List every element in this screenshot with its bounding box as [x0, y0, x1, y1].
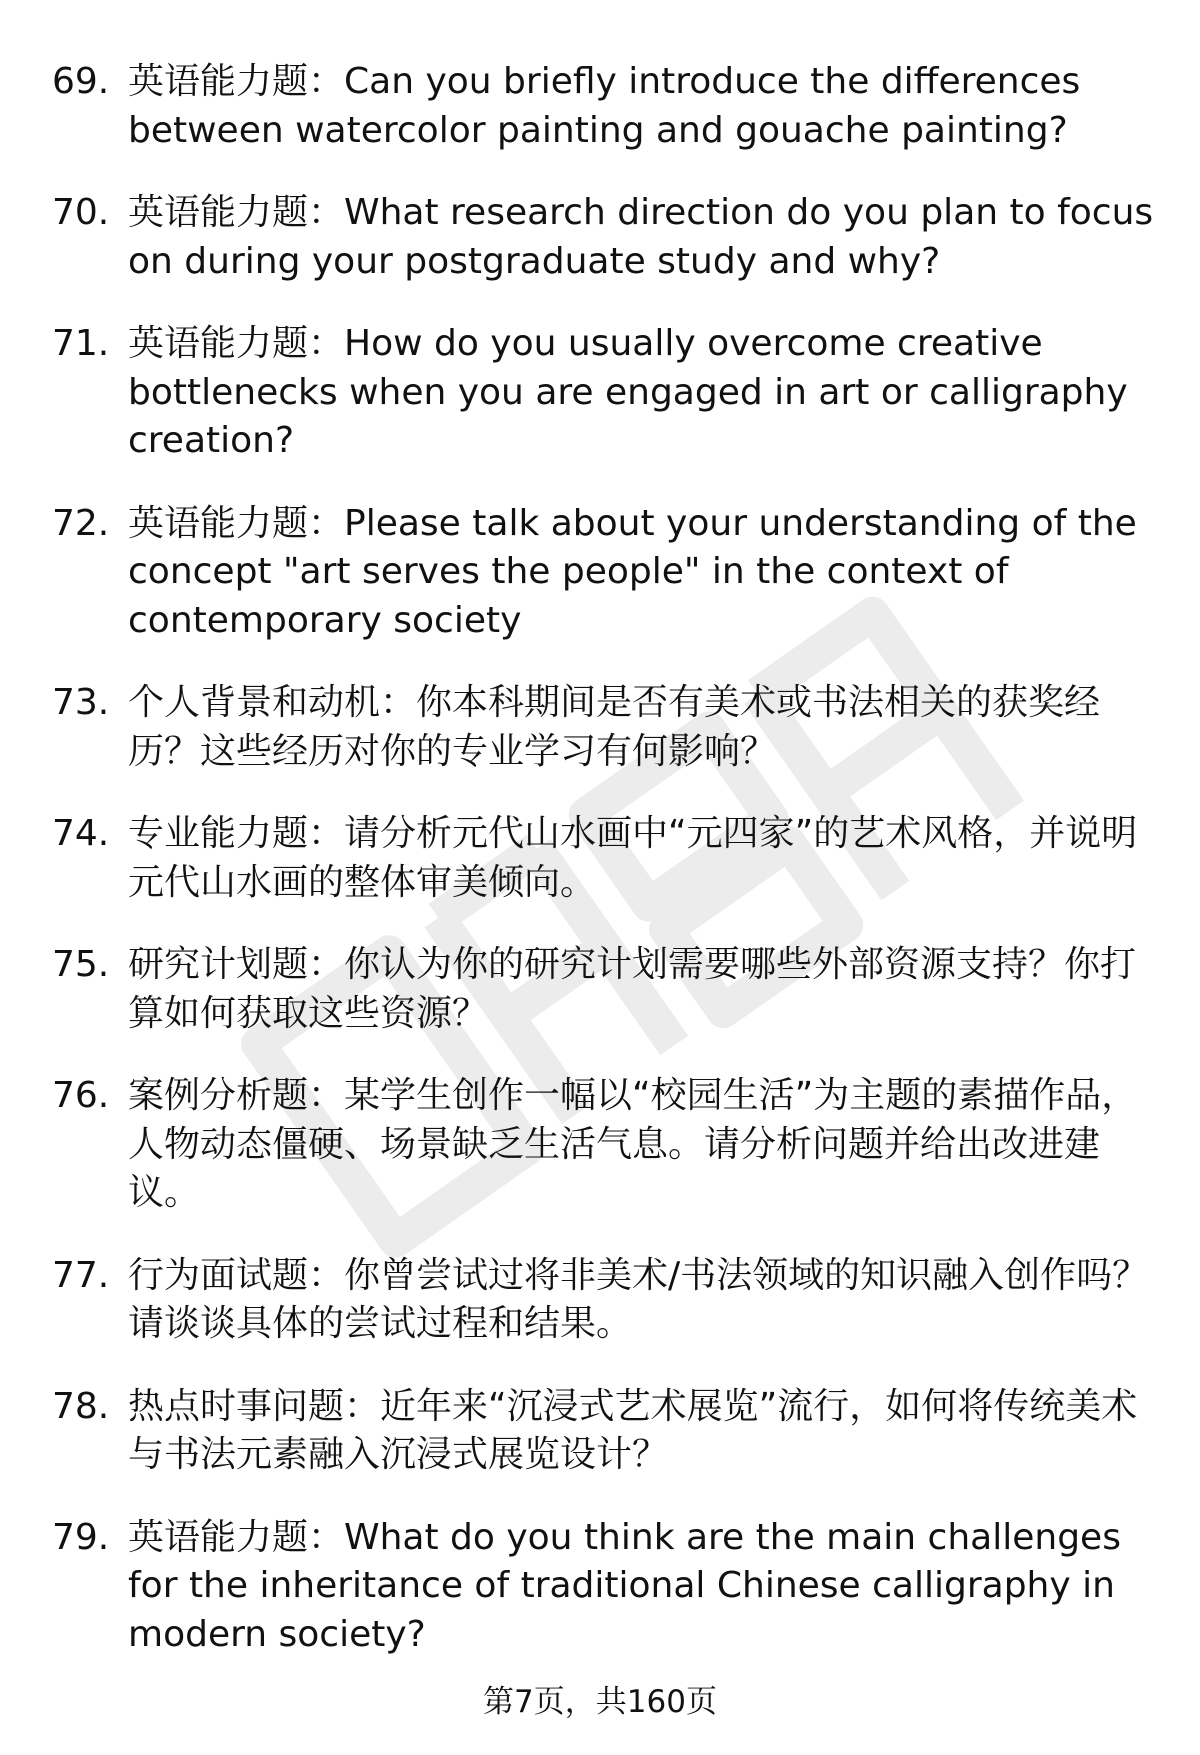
question-item	[52, 941, 1162, 1038]
question-number: 76.	[52, 1075, 110, 1116]
question-number: 79.	[52, 1516, 110, 1558]
question-number: 73.	[52, 682, 110, 723]
question-item	[52, 810, 1162, 907]
question-text: 个人背景和动机：你本科期间是否有美术或书法相关的获奖经历？这些经历对你的专业学习有何影响？	[128, 682, 1101, 772]
question-text: 案例分析题：某学生创作一幅以“校园生活”为主题的素描作品，人物动态僵硬、场景缺乏生活气息。请分析问题并给出改进建议。	[128, 1075, 1138, 1213]
question-item	[52, 1383, 1162, 1480]
question-text: 行为面试题：你曾尝试过将非美术/书法领域的知识融入创作吗？请谈谈具体的尝试过程和结果。	[128, 1254, 1149, 1344]
question-number: 75.	[52, 944, 110, 985]
question-text: 英语能力题：Can you briefly introduce the differences between watercolor painting and gouache painting?	[128, 61, 1081, 151]
question-text: 英语能力题：What research direction do you plan to focus on during your postgraduate study and why?	[128, 192, 1154, 282]
question-number: 70.	[52, 192, 110, 233]
question-item	[52, 320, 1162, 466]
question-number: 71.	[52, 323, 110, 364]
question-item	[52, 1514, 1162, 1660]
question-list	[52, 58, 1162, 1693]
question-item	[52, 189, 1162, 286]
question-text: 研究计划题：你认为你的研究计划需要哪些外部资源支持？你打算如何获取这些资源？	[128, 944, 1137, 1034]
question-text: 热点时事问题：近年来“沉浸式艺术展览”流行，如何将传统美术与书法元素融入沉浸式展览设计？	[128, 1385, 1138, 1475]
page-footer: 第7页，共160页	[483, 1684, 717, 1720]
question-item	[52, 1072, 1162, 1218]
question-text: 专业能力题：请分析元代山水画中“元四家”的艺术风格，并说明元代山水画的整体审美倾向。	[128, 813, 1138, 903]
question-text: 英语能力题：How do you usually overcome creative bottlenecks when you are engaged in art or calligraphy creation?	[128, 323, 1128, 461]
question-item	[52, 500, 1162, 646]
question-item	[52, 1252, 1162, 1349]
question-number: 78.	[52, 1385, 110, 1427]
question-number: 77.	[52, 1254, 110, 1296]
question-text: 英语能力题：What do you think are the main challenges for the inheritance of traditional Chinese calligraphy in modern society?	[128, 1516, 1121, 1655]
question-text: 英语能力题：Please talk about your understanding of the concept "art serves the people" in the context of contemporary society	[128, 502, 1137, 641]
question-number: 74.	[52, 813, 110, 854]
question-item	[52, 679, 1162, 776]
question-number: 72.	[52, 502, 110, 544]
question-item	[52, 58, 1162, 155]
question-number: 69.	[52, 61, 110, 102]
